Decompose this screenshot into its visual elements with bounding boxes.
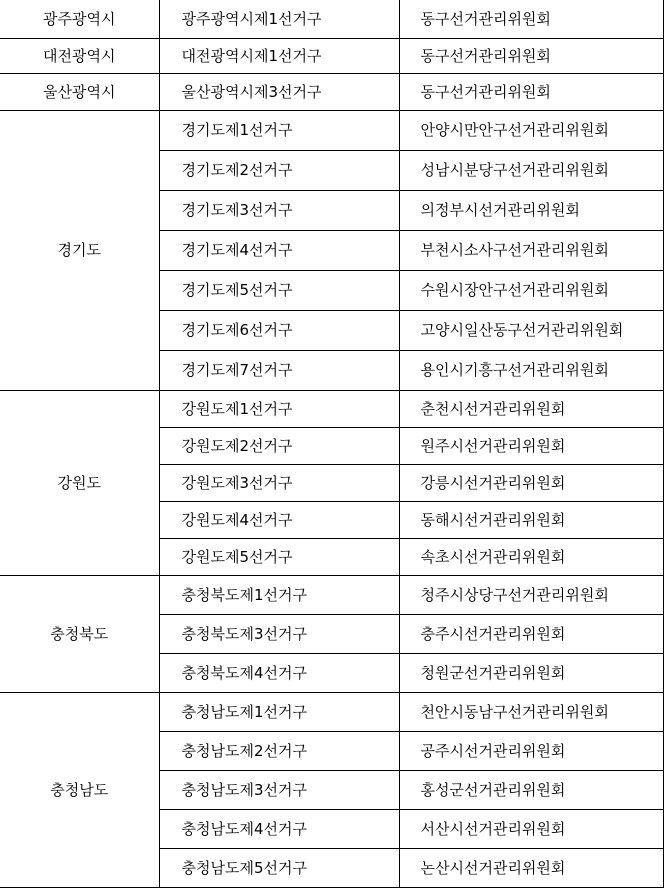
table-row (0, 692, 663, 731)
commission-cell: 의정부시선거관리위원회 (399, 190, 663, 230)
commission-cell: 천안시동남구선거관리위원회 (399, 692, 663, 731)
table-row (0, 390, 663, 427)
commission-cell: 충주시선거관리위원회 (399, 614, 663, 653)
commission-cell: 안양시만안구선거관리위원회 (399, 110, 663, 150)
commission-cell: 부천시소사구선거관리위원회 (399, 230, 663, 270)
commission-cell: 공주시선거관리위원회 (399, 731, 663, 770)
commission-cell: 원주시선거관리위원회 (399, 427, 663, 464)
district-cell: 울산광역시제3선거구 (159, 73, 399, 110)
table-row (0, 110, 663, 150)
commission-cell: 서산시선거관리위원회 (399, 809, 663, 848)
table-row (0, 38, 663, 73)
commission-cell: 청원군선거관리위원회 (399, 653, 663, 692)
commission-cell: 동해시선거관리위원회 (399, 501, 663, 538)
district-cell: 강원도제3선거구 (159, 464, 399, 501)
district-cell: 광주광역시제1선거구 (159, 0, 399, 38)
district-cell: 충청남도제3선거구 (159, 770, 399, 809)
commission-cell: 고양시일산동구선거관리위원회 (399, 310, 663, 350)
district-cell: 경기도제1선거구 (159, 110, 399, 150)
table-row (0, 575, 663, 614)
commission-cell: 수원시장안구선거관리위원회 (399, 270, 663, 310)
province-cell: 경기도 (0, 110, 159, 390)
commission-cell: 동구선거관리위원회 (399, 0, 663, 38)
district-cell: 경기도제6선거구 (159, 310, 399, 350)
province-cell: 충청북도 (0, 575, 159, 692)
district-cell: 경기도제3선거구 (159, 190, 399, 230)
commission-cell: 청주시상당구선거관리위원회 (399, 575, 663, 614)
province-cell: 대전광역시 (0, 38, 159, 73)
province-cell: 강원도 (0, 390, 159, 575)
district-cell: 경기도제4선거구 (159, 230, 399, 270)
district-cell: 충청남도제5선거구 (159, 848, 399, 887)
province-cell: 충청남도 (0, 692, 159, 887)
commission-cell: 성남시분당구선거관리위원회 (399, 150, 663, 190)
district-cell: 충청남도제4선거구 (159, 809, 399, 848)
commission-cell: 논산시선거관리위원회 (399, 848, 663, 887)
table-row (0, 73, 663, 110)
province-cell: 울산광역시 (0, 73, 159, 110)
district-cell: 강원도제2선거구 (159, 427, 399, 464)
district-cell: 강원도제5선거구 (159, 538, 399, 575)
table-row (0, 0, 663, 38)
district-cell: 충청남도제2선거구 (159, 731, 399, 770)
district-cell: 강원도제1선거구 (159, 390, 399, 427)
district-cell: 충청북도제3선거구 (159, 614, 399, 653)
district-cell: 경기도제2선거구 (159, 150, 399, 190)
province-cell: 광주광역시 (0, 0, 159, 38)
district-cell: 충청남도제1선거구 (159, 692, 399, 731)
commission-cell: 동구선거관리위원회 (399, 73, 663, 110)
district-cell: 경기도제7선거구 (159, 350, 399, 390)
district-cell: 충청북도제1선거구 (159, 575, 399, 614)
commission-cell: 강릉시선거관리위원회 (399, 464, 663, 501)
district-cell: 대전광역시제1선거구 (159, 38, 399, 73)
commission-cell: 홍성군선거관리위원회 (399, 770, 663, 809)
commission-cell: 용인시기흥구선거관리위원회 (399, 350, 663, 390)
district-cell: 강원도제4선거구 (159, 501, 399, 538)
district-cell: 경기도제5선거구 (159, 270, 399, 310)
commission-cell: 춘천시선거관리위원회 (399, 390, 663, 427)
district-cell: 충청북도제4선거구 (159, 653, 399, 692)
commission-cell: 동구선거관리위원회 (399, 38, 663, 73)
commission-cell: 속초시선거관리위원회 (399, 538, 663, 575)
